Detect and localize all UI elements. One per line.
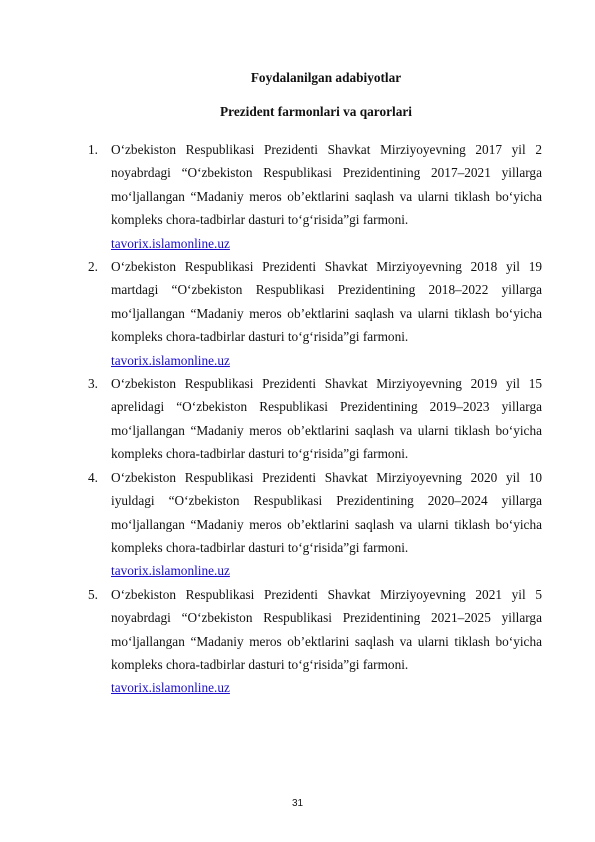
item-number: 1. bbox=[88, 142, 98, 157]
item-number: 3. bbox=[88, 376, 98, 392]
list-item bbox=[88, 583, 542, 700]
item-number: 2. bbox=[88, 259, 98, 275]
page-number: 31 bbox=[291, 798, 304, 809]
item-text: O‘zbekiston Respublikasi Prezidenti Shavkat Mirziyoyevning 2018 yil 19 martdagi “O‘zbekiston Respublikasi Prezidentining 2018–2022 yillarga mo‘ljallangan “Madaniy meros ob’ektlarini saqlash va ularni tiklash bo‘yicha kompleks chora-tadbirlar dasturi to‘g‘risida”gi farmoni. bbox=[111, 259, 542, 345]
reference-link[interactable]: tavorix.islamonline.uz bbox=[111, 563, 230, 579]
list-item bbox=[88, 466, 542, 583]
page-title: Foydalanilgan adabiyotlar bbox=[250, 70, 402, 85]
section-heading: Prezident farmonlari va qarorlari bbox=[220, 104, 412, 119]
item-text: O‘zbekiston Respublikasi Prezidenti Shavkat Mirziyoyevning 2021 yil 5 noyabrdagi “O‘zbekiston Respublikasi Prezidentining 2021–2025 yillarga mo‘ljallangan “Madaniy meros ob’ektlarini saqlash va ularni tiklash bo‘yicha kompleks chora-tadbirlar dasturi to‘g‘risida”gi farmoni. bbox=[111, 586, 542, 672]
item-text: O‘zbekiston Respublikasi Prezidenti Shavkat Mirziyoyevning 2020 yil 10 iyuldagi “O‘zbekiston Respublikasi Prezidentining 2020–2024 yillarga mo‘ljallangan “Madaniy meros ob’ektlarini saqlash va ularni tiklash bo‘yicha kompleks chora-tadbirlar dasturi to‘g‘risida”gi farmoni. bbox=[111, 469, 542, 555]
reference-list bbox=[88, 138, 542, 700]
reference-link[interactable]: tavorix.islamonline.uz bbox=[111, 235, 230, 251]
item-number: 4. bbox=[88, 469, 98, 485]
item-text: O‘zbekiston Respublikasi Prezidenti Shavkat Mirziyoyevning 2019 yil 15 aprelidagi “O‘zbekiston Respublikasi Prezidentining 2019–2023 yillarga mo‘ljallangan “Madaniy meros ob’ektlarini saqlash va ularni tiklash bo‘yicha kompleks chora-tadbirlar dasturi to‘g‘risida”gi farmoni. bbox=[111, 376, 542, 462]
list-item bbox=[88, 138, 542, 255]
item-text: O‘zbekiston Respublikasi Prezidenti Shavkat Mirziyoyevning 2017 yil 2 noyabrdagi “O‘zbekiston Respublikasi Prezidentining 2017–2021 yillarga mo‘ljallangan “Madaniy meros ob’ektlarini saqlash va ularni tiklash bo‘yicha kompleks chora-tadbirlar dasturi to‘g‘risida”gi farmoni. bbox=[111, 142, 542, 228]
reference-link[interactable]: tavorix.islamonline.uz bbox=[111, 680, 230, 696]
list-item bbox=[88, 255, 542, 372]
item-number: 5. bbox=[88, 586, 98, 602]
reference-link[interactable]: tavorix.islamonline.uz bbox=[111, 352, 230, 368]
list-item bbox=[88, 372, 542, 466]
